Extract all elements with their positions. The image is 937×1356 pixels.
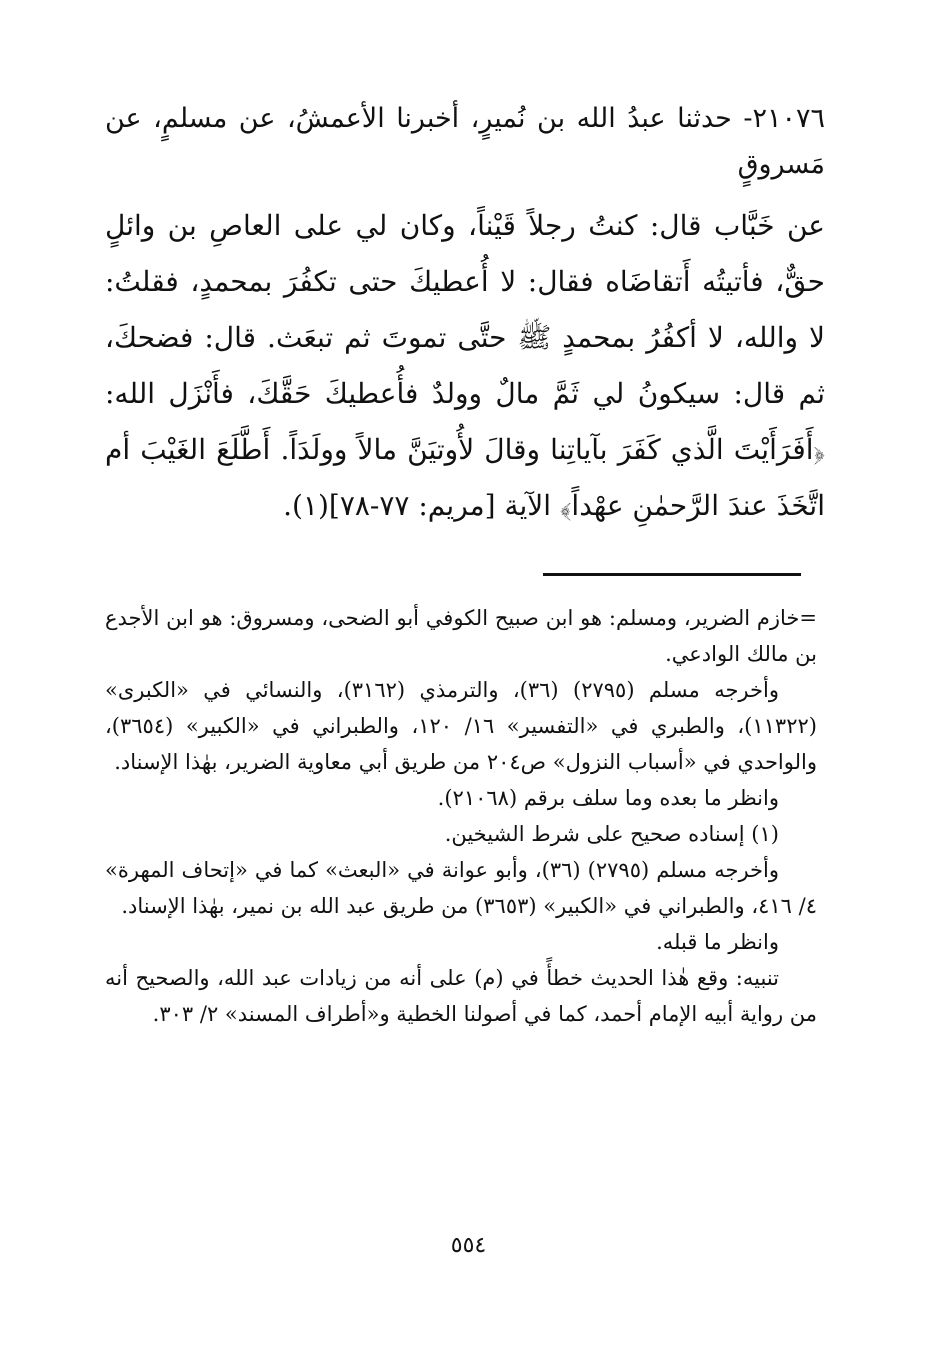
- footnote-paragraph: (١) إسناده صحيح على شرط الشيخين.: [444, 822, 779, 846]
- hadith-isnad: ٢١٠٧٦- حدثنا عبدُ الله بن نُميرٍ، أخبرنا الأعمشُ، عن مسلمٍ، عن مَسروقٍ: [105, 103, 825, 180]
- hadith-text: عن خَبَّاب قال: كنتُ رجلاً قَيْناً، وكان لي على العاصِ بن وائلٍ حقٌّ، فأتيتُه أَتقاضَاه فقال: لا أُعطيكَ حتى تكفُرَ بمحمدٍ، فقلتُ: لا والله، لا أكفُرُ بمحمدٍ ﷺ حتَّى تموتَ ثم تبعَث. قال: فضحكَ، ثم قال: سيكونُ لي ثَمَّ مالٌ وولدٌ فأُعطيكَ حَقَّكَ، فأَنْزَل الله: ﴿أَفَرَأَيْتَ الَّذي كَفَرَ بآياتِنا وقالَ لأُوتيَنَّ مالاً وولَدَاً. أَطَّلَعَ الغَيْبَ أم اتَّخَذَ عندَ الرَّحمٰنِ عهْداً﴾ الآية [مريم: ٧٧-٧٨](١).: [105, 209, 825, 522]
- footnote-paragraph: وأخرجه مسلم (٢٧٩٥) (٣٦)، والترمذي (٣١٦٢)، والنسائي في «الكبرى» (١١٣٢٢)، والطبري في «التفسير» ١٦/ ١٢٠، والطبراني في «الكبير» (٣٦٥٤)، والواحدي في «أسباب النزول» ص٢٠٤ من طريق أبي معاوية الضرير، بهٰذا الإسناد.: [105, 678, 817, 774]
- footnote-paragraph: وانظر ما قبله.: [656, 930, 779, 954]
- footnote-separator: [543, 573, 801, 576]
- footnote-paragraph: =خازم الضرير، ومسلم: هو ابن صبيح الكوفي أبو الضحى، ومسروق: هو ابن الأجدع بن مالك الوادعي.: [105, 606, 817, 666]
- page-number: ٥٥٤: [450, 1233, 487, 1258]
- footnote-paragraph: تنبيه: وقع هٰذا الحديث خطأً في (م) على أنه من زيادات عبد الله، والصحيح أنه من رواية أبيه الإمام أحمد، كما في أصولنا الخطية و«أطراف المسند» ٢/ ٣٠٣.: [105, 966, 817, 1026]
- footnote-paragraph: وأخرجه مسلم (٢٧٩٥) (٣٦)، وأبو عوانة في «البعث» كما في «إتحاف المهرة» ٤/ ٤١٦، والطبراني في «الكبير» (٣٦٥٣) من طريق عبد الله بن نمير، بهٰذا الإسناد.: [105, 858, 817, 918]
- footnotes: [105, 600, 817, 1032]
- footnote-paragraph: وانظر ما بعده وما سلف برقم (٢١٠٦٨).: [437, 786, 779, 810]
